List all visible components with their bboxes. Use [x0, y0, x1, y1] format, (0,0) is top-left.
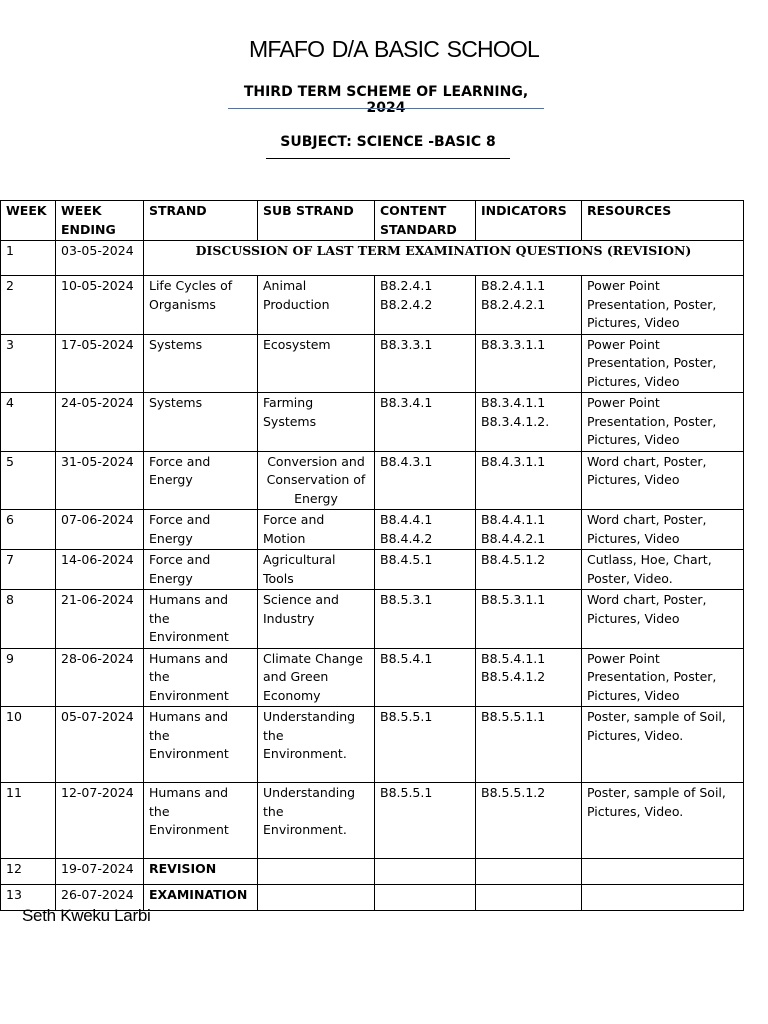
indicators-cell — [476, 885, 582, 911]
table-row — [1, 648, 744, 707]
content-standard-cell-line: B8.4.4.1 — [380, 512, 433, 527]
week-cell: 10 — [1, 707, 56, 783]
strand-cell: REVISION — [144, 859, 258, 885]
content-standard-cell — [375, 393, 476, 452]
week-cell: 11 — [1, 783, 56, 859]
strand-cell: Force and Energy — [144, 510, 258, 550]
strand-cell: Force and Energy — [144, 451, 258, 510]
content-standard-cell-line: B8.4.4.2 — [380, 530, 433, 546]
week-ending-cell: 05-07-2024 — [56, 707, 144, 783]
sub-strand-cell: Science and Industry — [258, 590, 375, 649]
indicators-cell-line: B8.4.4.1.1 — [481, 512, 546, 527]
indicators-cell-line: B8.2.4.1.1 — [481, 278, 546, 293]
indicators-cell-line: B8.5.5.1.1 — [481, 709, 546, 724]
term-title-underline — [228, 108, 544, 109]
term-title: THIRD TERM SCHEME OF LEARNING, 2024 — [243, 84, 529, 116]
week-cell: 9 — [1, 648, 56, 707]
subject-title-underline — [266, 158, 510, 159]
table-row — [1, 510, 744, 550]
resources-cell — [582, 859, 744, 885]
table-body — [1, 241, 744, 911]
sub-strand-cell: Conversion and Conservation of Energy — [258, 451, 375, 510]
table-row — [1, 707, 744, 783]
content-standard-cell — [375, 648, 476, 707]
indicators-cell-line: B8.3.4.1.1 — [481, 395, 546, 410]
content-standard-cell — [375, 550, 476, 590]
resources-cell: Word chart, Poster, Pictures, Video — [582, 510, 744, 550]
week-cell: 6 — [1, 510, 56, 550]
week-cell: 2 — [1, 276, 56, 335]
table-row — [1, 241, 744, 276]
indicators-cell — [476, 859, 582, 885]
sub-strand-cell — [258, 859, 375, 885]
week-ending-cell: 24-05-2024 — [56, 393, 144, 452]
indicators-cell-line: B8.2.4.2.1 — [481, 296, 546, 312]
resources-cell — [582, 885, 744, 911]
sub-strand-cell: Ecosystem — [258, 334, 375, 393]
sub-strand-cell: Agricultural Tools — [258, 550, 375, 590]
resources-cell: Power Point Presentation, Poster, Pictures, Video — [582, 334, 744, 393]
sub-strand-cell — [258, 885, 375, 911]
indicators-cell — [476, 334, 582, 393]
content-standard-cell-line: B8.5.5.1 — [380, 709, 433, 724]
week-ending-cell: 21-06-2024 — [56, 590, 144, 649]
table-row — [1, 276, 744, 335]
resources-cell: Power Point Presentation, Poster, Pictures, Video — [582, 648, 744, 707]
week-cell: 13 — [1, 885, 56, 911]
strand-cell: EXAMINATION — [144, 885, 258, 911]
indicators-cell — [476, 393, 582, 452]
week-cell: 7 — [1, 550, 56, 590]
resources-cell: Poster, sample of Soil, Pictures, Video. — [582, 707, 744, 783]
indicators-cell-line: B8.5.4.1.1 — [481, 650, 546, 666]
week-cell: 5 — [1, 451, 56, 510]
indicators-cell-line: B8.5.4.1.2 — [481, 669, 546, 684]
header-strand: STRAND — [144, 201, 258, 241]
indicators-cell-line: B8.5.5.1.2 — [481, 785, 546, 800]
content-standard-cell-line: B8.2.4.1 — [380, 278, 433, 293]
table-row — [1, 783, 744, 859]
header-resources: RESOURCES — [582, 201, 744, 241]
indicators-cell-line: B8.4.5.1.2 — [481, 552, 546, 567]
content-standard-cell — [375, 451, 476, 510]
week-cell: 4 — [1, 393, 56, 452]
indicators-cell — [476, 707, 582, 783]
indicators-cell — [476, 783, 582, 859]
content-standard-cell-line: B8.5.5.1 — [380, 785, 433, 800]
week-ending-cell: 03-05-2024 — [56, 241, 144, 276]
indicators-cell — [476, 276, 582, 335]
week-ending-cell: 10-05-2024 — [56, 276, 144, 335]
resources-cell: Word chart, Poster, Pictures, Video — [582, 590, 744, 649]
strand-cell: Humans and the Environment — [144, 783, 258, 859]
school-name: MFAFO D/A BASIC SCHOOL — [248, 36, 540, 62]
signature: Seth Kweku Larbi — [22, 906, 151, 925]
header-week: WEEK — [1, 201, 56, 241]
resources-cell: Power Point Presentation, Poster, Pictures, Video — [582, 276, 744, 335]
table-header-row — [1, 201, 744, 241]
week-ending-cell: 07-06-2024 — [56, 510, 144, 550]
content-standard-cell — [375, 707, 476, 783]
sub-strand-cell: Animal Production — [258, 276, 375, 335]
sub-strand-cell: Force and Motion — [258, 510, 375, 550]
strand-cell: Humans and the Environment — [144, 648, 258, 707]
content-standard-cell-line: B8.5.4.1 — [380, 650, 433, 666]
indicators-cell-line: B8.3.3.1.1 — [481, 336, 546, 352]
resources-cell: Word chart, Poster, Pictures, Video — [582, 451, 744, 510]
content-standard-cell — [375, 510, 476, 550]
content-standard-cell — [375, 885, 476, 911]
content-standard-cell — [375, 276, 476, 335]
indicators-cell-line: B8.4.4.2.1 — [481, 530, 546, 546]
week-ending-cell: 28-06-2024 — [56, 648, 144, 707]
subject-title: SUBJECT: SCIENCE -BASIC 8 — [280, 134, 496, 150]
week-cell: 3 — [1, 334, 56, 393]
header-indicators: INDICATORS — [476, 201, 582, 241]
table-row — [1, 451, 744, 510]
sub-strand-cell: Farming Systems — [258, 393, 375, 452]
header-content-standard: CONTENT STANDARD — [375, 201, 476, 241]
content-standard-cell — [375, 859, 476, 885]
content-standard-cell — [375, 590, 476, 649]
week-ending-cell: 19-07-2024 — [56, 859, 144, 885]
content-standard-cell-line: B8.3.3.1 — [380, 336, 433, 352]
resources-cell: Cutlass, Hoe, Chart, Poster, Video. — [582, 550, 744, 590]
content-standard-cell-line: B8.3.4.1 — [380, 395, 433, 410]
indicators-cell — [476, 451, 582, 510]
scheme-table — [0, 200, 744, 911]
indicators-cell — [476, 590, 582, 649]
week-ending-cell: 26-07-2024 — [56, 885, 144, 911]
table-row — [1, 334, 744, 393]
indicators-cell — [476, 510, 582, 550]
week-ending-cell: 14-06-2024 — [56, 550, 144, 590]
indicators-cell-line: B8.5.3.1.1 — [481, 592, 546, 607]
table-row — [1, 550, 744, 590]
sub-strand-cell: Climate Change and Green Economy — [258, 648, 375, 707]
week-cell: 8 — [1, 590, 56, 649]
table-row — [1, 590, 744, 649]
table-row — [1, 393, 744, 452]
sub-strand-cell: Understanding the Environment. — [258, 707, 375, 783]
strand-cell: Systems — [144, 393, 258, 452]
content-standard-cell — [375, 334, 476, 393]
resources-cell: Poster, sample of Soil, Pictures, Video. — [582, 783, 744, 859]
strand-cell: Life Cycles of Organisms — [144, 276, 258, 335]
week-cell: 1 — [1, 241, 56, 276]
week-cell: 12 — [1, 859, 56, 885]
content-standard-cell-line: B8.5.3.1 — [380, 592, 433, 607]
resources-cell: Power Point Presentation, Poster, Pictures, Video — [582, 393, 744, 452]
content-standard-cell-line: B8.2.4.2 — [380, 296, 433, 312]
header-week-ending: WEEK ENDING — [56, 201, 144, 241]
merged-activity-cell: DISCUSSION OF LAST TERM EXAMINATION QUESTIONS (REVISION) — [144, 241, 744, 276]
content-standard-cell — [375, 783, 476, 859]
week-ending-cell: 17-05-2024 — [56, 334, 144, 393]
strand-cell: Humans and the Environment — [144, 590, 258, 649]
sub-strand-cell: Understanding the Environment. — [258, 783, 375, 859]
strand-cell: Systems — [144, 334, 258, 393]
indicators-cell-line: B8.3.4.1.2. — [481, 413, 550, 429]
indicators-cell — [476, 648, 582, 707]
indicators-cell — [476, 550, 582, 590]
header-sub-strand: SUB STRAND — [258, 201, 375, 241]
strand-cell: Force and Energy — [144, 550, 258, 590]
table-row — [1, 859, 744, 885]
indicators-cell-line: B8.4.3.1.1 — [481, 453, 546, 469]
content-standard-cell-line: B8.4.5.1 — [380, 552, 433, 567]
strand-cell: Humans and the Environment — [144, 707, 258, 783]
week-ending-cell: 31-05-2024 — [56, 451, 144, 510]
week-ending-cell: 12-07-2024 — [56, 783, 144, 859]
content-standard-cell-line: B8.4.3.1 — [380, 453, 433, 469]
